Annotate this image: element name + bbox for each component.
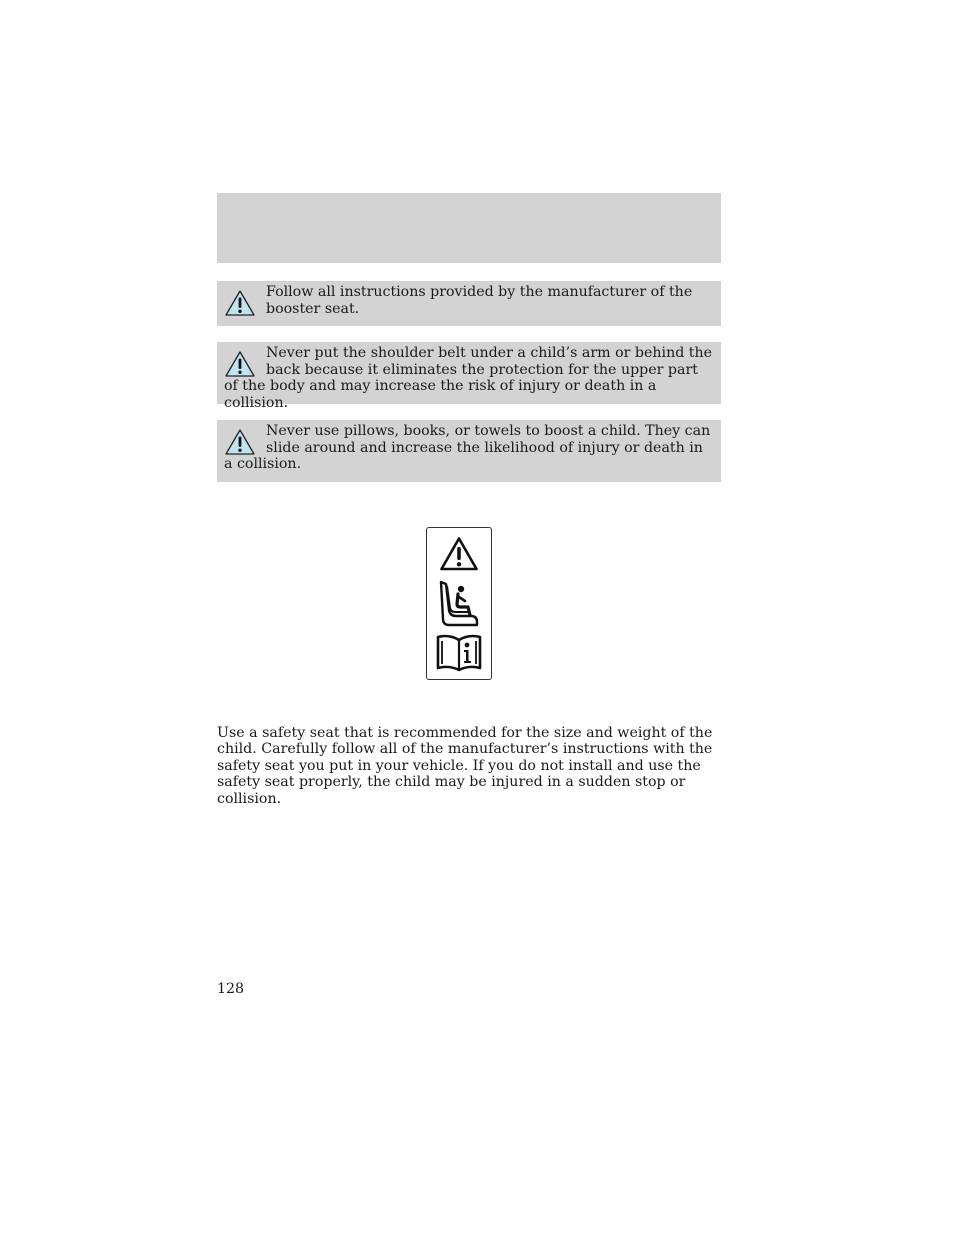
warning-text: Never use pillows, books, or towels to boost a child. They can slide around and increase the likelihood of injury or death in a collision. xyxy=(224,423,711,473)
warning-triangle-icon xyxy=(224,428,256,456)
warning-triangle-icon xyxy=(224,350,256,378)
warning-text: Never put the shoulder belt under a child’s arm or behind the back because it eliminates the protection for the upper part of the body and may increase the risk of injury or death in a collision. xyxy=(224,345,713,411)
warning-box xyxy=(217,420,721,482)
child-seat-icon xyxy=(427,580,491,628)
warning-triangle-icon xyxy=(224,289,256,317)
warning-triangle-icon xyxy=(427,536,491,572)
owner-manual-info-icon xyxy=(427,632,491,672)
child-seat-warning-label xyxy=(426,527,492,680)
page-number: 128 xyxy=(217,981,245,997)
warning-box xyxy=(217,342,721,411)
body-paragraph: Use a safety seat that is recommended for the size and weight of the child. Carefully follow all of the manufacturer’s instructions with the safety seat you put in your vehicle. If you do not install and use the safety seat properly, the child may be injured in a sudden stop or collision. xyxy=(217,725,713,807)
warning-box xyxy=(217,281,721,326)
section-header-band xyxy=(217,193,721,263)
warning-text: Follow all instructions provided by the manufacturer of the booster seat. xyxy=(266,284,693,317)
